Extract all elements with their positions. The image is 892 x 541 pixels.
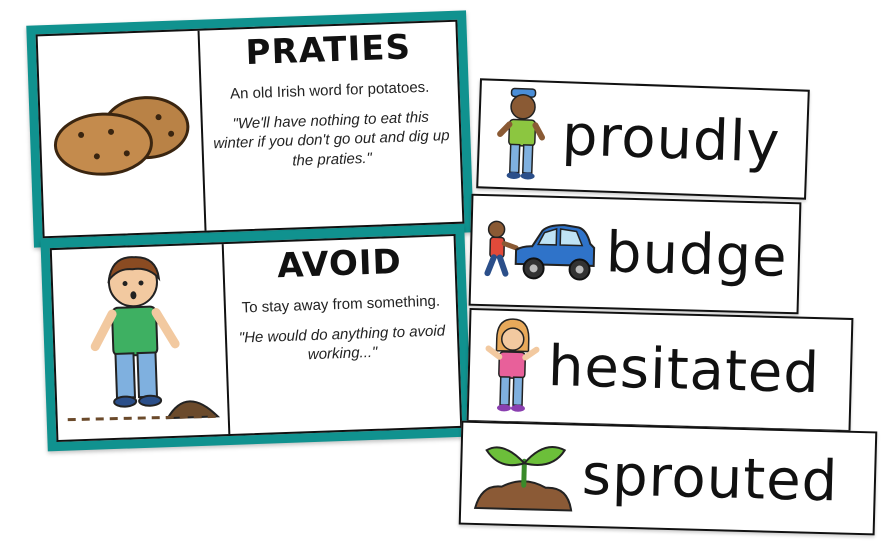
vocab-word: PRATIES <box>244 27 412 74</box>
vocab-example: "He would do anything to avoid working..." <box>238 322 446 364</box>
strip-word: sprouted <box>581 442 840 515</box>
potatoes-illustration <box>38 31 207 237</box>
word-strip-hesitated <box>467 308 854 432</box>
word-strip-budge <box>469 194 802 315</box>
strip-word: hesitated <box>547 334 821 407</box>
word-strip-proudly <box>476 78 810 199</box>
vocab-definition: To stay away from something. <box>241 292 441 317</box>
hesitant-girl-icon <box>483 316 550 416</box>
vocab-definition: An old Irish word for potatoes. <box>229 79 430 104</box>
strip-word: budge <box>605 220 789 290</box>
vocab-example: "We'll have nothing to eat this winter if you don't go out and dig up the praties." <box>213 108 450 170</box>
vocab-card-praties <box>26 10 473 247</box>
word-strip-sprouted <box>459 421 878 536</box>
pushing-car-icon <box>481 215 607 288</box>
strip-word: proudly <box>560 103 782 176</box>
potatoes-icon <box>38 31 205 236</box>
sprout-icon <box>471 434 583 515</box>
vocab-card-avoid <box>40 225 471 452</box>
surprised-boy-icon <box>52 244 229 440</box>
vocab-word: AVOID <box>276 241 403 287</box>
boy-illustration <box>52 244 231 440</box>
proud-boy-icon <box>492 86 563 184</box>
